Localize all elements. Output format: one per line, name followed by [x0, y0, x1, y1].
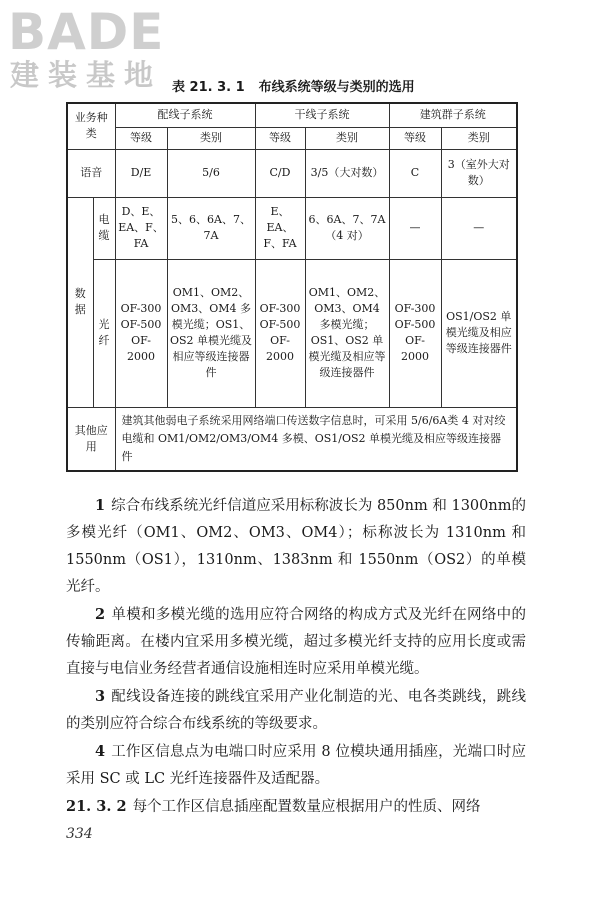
table-cell: — [441, 197, 517, 259]
table-cell: OF-300 OF-500 OF-2000 [255, 259, 305, 407]
header-horizontal-subsystem: 配线子系统 [115, 103, 255, 127]
paragraph-text: 综合布线系统光纤信道应采用标称波长为 850nm 和 1300nm的多模光纤（OM1、OM2、OM3、OM4）；标称波长为 1310nm 和 1550nm（OS1），1310nm、1383nm 和 1550nm（OS2）的单模光纤。 [66, 498, 526, 595]
section-heading [66, 793, 526, 821]
table-cell: OS1/OS2 单模光缆及相应等级连接器件 [441, 259, 517, 407]
row-label-data: 数据 [67, 197, 93, 407]
header-grade: 等级 [115, 127, 167, 149]
paragraph-number: 3 [95, 688, 106, 705]
logo-wordmark: BADE [8, 3, 165, 61]
header-backbone-subsystem: 干线子系统 [255, 103, 389, 127]
table-cell: E、EA、F、FA [255, 197, 305, 259]
table-cell: OF-300 OF-500 OF-2000 [389, 259, 441, 407]
paragraph-number: 4 [95, 743, 106, 760]
page-number: 334 [66, 826, 93, 842]
table-title: 布线系统等级与类别的选用 [258, 80, 415, 95]
paragraph [66, 492, 526, 601]
row-other-applications [67, 407, 517, 471]
paragraph-number: 1 [95, 497, 106, 514]
paragraph [66, 738, 526, 793]
row-label-other: 其他应用 [67, 407, 115, 471]
table-cell: 3（室外大对数） [441, 149, 517, 197]
paragraph-number: 2 [95, 606, 106, 623]
section-number: 21. 3. 2 [66, 798, 127, 815]
bade-logo [8, 4, 178, 104]
table-number: 表 21. 3. 1 [172, 80, 245, 95]
header-campus-subsystem: 建筑群子系统 [389, 103, 517, 127]
other-applications-text: 建筑其他弱电子系统采用网络端口传送数字信息时，可采用 5/6/6A类 4 对对绞电缆和 OM1/OM2/OM3/OM4 多模、OS1/OS2 单模光缆及相应等级连接器件 [115, 407, 517, 471]
row-label-cable: 电缆 [93, 197, 115, 259]
row-label-voice: 语音 [67, 149, 115, 197]
header-category: 类别 [167, 127, 255, 149]
table-cell: C/D [255, 149, 305, 197]
row-label-fiber: 光纤 [93, 259, 115, 407]
table-cell: OM1、OM2、OM3、OM4 多模光缆；OS1、OS2 单模光缆及相应等级连接器件 [167, 259, 255, 407]
header-category: 类别 [305, 127, 389, 149]
table-cell: 5/6 [167, 149, 255, 197]
cabling-selection-table [66, 102, 518, 472]
table-cell: OF-300 OF-500 OF-2000 [115, 259, 167, 407]
header-grade: 等级 [389, 127, 441, 149]
logo-subtitle: 建装基地 [10, 58, 163, 92]
table-cell: C [389, 149, 441, 197]
paragraph-text: 工作区信息点为电端口时应采用 8 位模块通用插座，光端口时应采用 SC 或 LC 光纤连接器件及适配器。 [66, 744, 526, 787]
table-caption [172, 76, 415, 95]
header-category: 类别 [441, 127, 517, 149]
paragraph-text: 单模和多模光缆的选用应符合网络的构成方式及光纤在网络中的传输距离。在楼内宜采用多模光缆，超过多模光纤支持的应用长度或需直接与电信业务经营者通信设施相连时应采用单模光缆。 [66, 607, 526, 677]
header-row-columns [67, 127, 517, 149]
table-cell: — [389, 197, 441, 259]
row-data-fiber [67, 259, 517, 407]
table-cell: 6、6A、7、7A（4 对） [305, 197, 389, 259]
paragraph [66, 683, 526, 738]
header-grade: 等级 [255, 127, 305, 149]
paragraph-text: 配线设备连接的跳线宜采用产业化制造的光、电各类跳线，跳线的类别应符合综合布线系统的等级要求。 [66, 689, 526, 732]
header-service-type: 业务种类 [67, 103, 115, 149]
table-cell: 3/5（大对数） [305, 149, 389, 197]
row-data-cable [67, 197, 517, 259]
table-cell: D、E、EA、F、FA [115, 197, 167, 259]
section-text: 每个工作区信息插座配置数量应根据用户的性质、网络 [132, 799, 481, 815]
header-row-groups [67, 103, 517, 127]
paragraph [66, 601, 526, 683]
body-text [66, 492, 526, 821]
table-cell: D/E [115, 149, 167, 197]
table-cell: 5、6、6A、7、7A [167, 197, 255, 259]
table-cell: OM1、OM2、OM3、OM4 多模光缆；OS1、OS2 单模光缆及相应等级连接器件 [305, 259, 389, 407]
row-voice [67, 149, 517, 197]
